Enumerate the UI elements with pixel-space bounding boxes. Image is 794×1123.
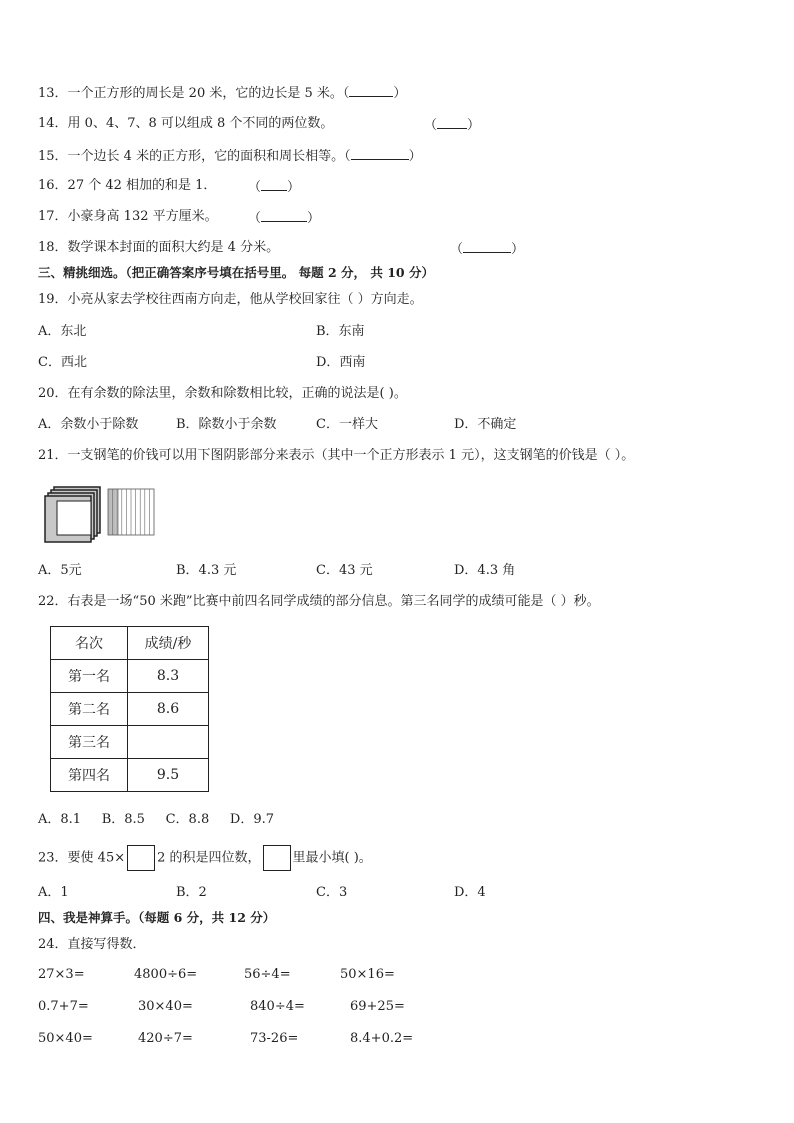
option-d[interactable]: D．4.3 角 (454, 563, 516, 578)
paren-open: （ (248, 211, 262, 226)
paren-open: （ (248, 180, 262, 195)
question-23-text-part1: 23．要使 45× (38, 850, 126, 866)
time-cell: 8.6 (128, 693, 209, 726)
calc-item: 840÷4= (250, 999, 305, 1014)
calc-item: 69+25= (350, 999, 405, 1014)
calc-item: 56÷4= (244, 967, 291, 982)
option-b[interactable]: B．2 (176, 885, 207, 900)
option-c[interactable]: C．西北 (38, 355, 87, 370)
answer-blank[interactable] (463, 240, 511, 253)
calc-item: 30×40= (138, 999, 193, 1014)
calc-item: 420÷7= (138, 1031, 193, 1046)
question-23 (38, 845, 372, 872)
option-d[interactable]: D．不确定 (454, 417, 517, 432)
option-a[interactable]: A．东北 (38, 324, 87, 339)
answer-blank[interactable] (261, 178, 287, 191)
shaded-squares-figure (44, 485, 162, 543)
time-cell: 9.5 (128, 759, 209, 792)
question-13-text: 13．一个正方形的周长是 20 米，它的边长是 5 米。（ (38, 86, 350, 101)
question-20-text: 20．在有余数的除法里，余数和除数相比较，正确的说法是( )。 (38, 386, 407, 401)
question-24-title: 24．直接写得数． (38, 937, 146, 952)
question-13 (38, 84, 406, 102)
option-a[interactable]: A．余数小于除数 (38, 417, 139, 432)
answer-blank[interactable] (349, 84, 393, 97)
question-16-text: 16．27 个 42 相加的和是 1． (38, 178, 217, 193)
table-row (51, 660, 209, 693)
rank-cell: 第四名 (51, 759, 128, 792)
question-14 (38, 116, 333, 132)
tenths-square (108, 489, 154, 535)
question-18 (38, 240, 279, 256)
question-22-options[interactable]: A．8.1 B．8.5 C．8.8 D．9.7 (38, 812, 274, 827)
calc-item: 50×16= (340, 967, 395, 982)
table-row (51, 693, 209, 726)
section-3-heading: 三、精挑细选。（把正确答案序号填在括号里。 每题 2 分， 共 10 分） (38, 265, 434, 280)
table-header-row (51, 627, 209, 660)
option-d[interactable]: D．4 (454, 885, 486, 900)
paren-open: （ (450, 242, 464, 257)
digit-box[interactable] (127, 845, 155, 871)
question-19-text: 19．小亮从家去学校往西南方向走，他从学校回家往（ ）方向走。 (38, 292, 423, 307)
paren-close: ） (287, 180, 301, 195)
table-row (51, 759, 209, 792)
option-a[interactable]: A．5元 (38, 563, 82, 578)
option-b[interactable]: B．除数小于余数 (176, 417, 277, 432)
question-18-text: 18．数学课本封面的面积大约是 4 分米。 (38, 240, 280, 255)
question-17 (38, 209, 218, 225)
paren-close: ） (511, 242, 525, 257)
header-cell: 成绩/秒 (128, 627, 209, 660)
question-22-text: 22．右表是一场“50 米跑”比赛中前四名同学成绩的部分信息。第三名同学的成绩可能是（ ）秒。 (38, 594, 600, 609)
question-16 (38, 178, 216, 194)
option-c[interactable]: C．3 (316, 885, 348, 900)
option-c[interactable]: C．43 元 (316, 563, 373, 578)
option-d[interactable]: D．西南 (316, 355, 366, 370)
paren-open: （ (424, 118, 438, 133)
question-17-text: 17．小豪身高 132 平方厘米。 (38, 209, 218, 224)
question-14-text: 14．用 0、4、7、8 可以组成 8 个不同的两位数。 (38, 116, 334, 131)
question-17-answer (248, 209, 320, 227)
section-4-heading: 四、我是神算手。（每题 6 分，共 12 分） (38, 910, 276, 925)
question-23-text-part3: 里最小填( )。 (292, 850, 372, 866)
paren-close: ） (307, 211, 321, 226)
option-a[interactable]: A．1 (38, 885, 69, 900)
question-15 (38, 147, 422, 165)
stacked-full-squares (45, 487, 100, 542)
calc-item: 50×40= (38, 1031, 93, 1046)
question-15-text: 15．一个边长 4 米的正方形，它的面积和周长相等。（ (38, 149, 351, 164)
paren-close: ） (467, 118, 481, 133)
calc-item: 4800÷6= (134, 967, 198, 982)
option-b[interactable]: B．4.3 元 (176, 563, 237, 578)
calc-item: 27×3= (38, 967, 85, 982)
question-18-answer (450, 240, 524, 258)
question-21-text: 21．一支钢笔的价钱可以用下图阴影部分来表示（其中一个正方形表示 1 元），这支钢笔的价钱是（ ）。 (38, 448, 635, 463)
calc-item: 0.7+7= (38, 999, 89, 1014)
rank-cell: 第二名 (51, 693, 128, 726)
rank-cell: 第三名 (51, 726, 128, 759)
question-16-answer (248, 178, 300, 196)
header-cell: 名次 (51, 627, 128, 660)
paren-close: ） (393, 86, 407, 101)
time-cell (128, 726, 209, 759)
paren-close: ） (408, 149, 422, 164)
time-cell: 8.3 (128, 660, 209, 693)
answer-blank[interactable] (261, 209, 307, 222)
option-c[interactable]: C．一样大 (316, 417, 378, 432)
calc-item: 8.4+0.2= (350, 1031, 414, 1046)
rank-cell: 第一名 (51, 660, 128, 693)
answer-blank[interactable] (351, 147, 409, 160)
answer-blank[interactable] (437, 116, 467, 129)
race-results-table (50, 626, 209, 792)
question-23-text-part2: 2 的积是四位数， (157, 850, 261, 866)
question-14-answer (424, 116, 480, 134)
option-b[interactable]: B．东南 (316, 324, 365, 339)
digit-box[interactable] (263, 845, 291, 871)
table-row (51, 726, 209, 759)
calc-item: 73-26= (250, 1031, 299, 1046)
